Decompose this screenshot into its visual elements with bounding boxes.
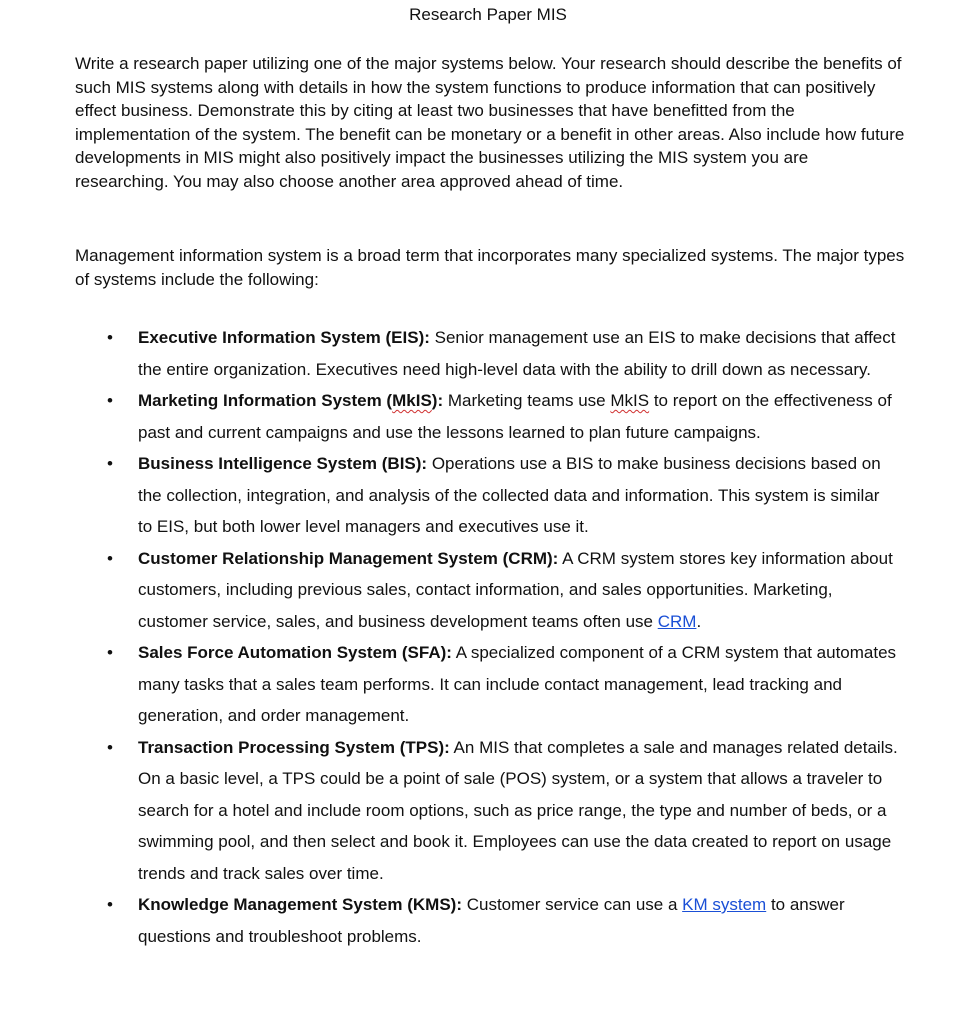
systems-list xyxy=(0,322,960,952)
crm-link[interactable]: CRM xyxy=(657,611,697,631)
system-name: Transaction Processing System (TPS): xyxy=(138,737,450,757)
list-item-mkis xyxy=(0,385,898,448)
system-name: Business Intelligence System (BIS): xyxy=(138,454,428,473)
system-description: A CRM system stores key information about customers, including previous sales, contact information, and sales opportunities. Marketing, customer service, sales, and business development teams often use CRM. xyxy=(138,548,893,631)
system-description: Customer service can use a KM system to answer questions and troubleshoot problems. xyxy=(138,895,845,946)
bullet: • xyxy=(107,895,113,914)
list-item-tps xyxy=(0,732,898,890)
spellcheck-flag[interactable]: MkIS xyxy=(392,391,432,410)
system-description: A specialized component of a CRM system that automates many tasks that a sales team performs. It can include contact management, lead tracking and generation, and order management. xyxy=(138,643,897,725)
lead-paragraph: Management information system is a broad term that incorporates many specialized systems. The major types of systems include the following: xyxy=(75,246,905,289)
bullet: • xyxy=(107,548,113,568)
bullet: • xyxy=(107,328,113,347)
bullet: • xyxy=(107,391,113,410)
system-name: Customer Relationship Management System (CRM): xyxy=(138,548,559,568)
km-system-link[interactable]: KM system xyxy=(682,895,767,914)
bullet: • xyxy=(107,454,113,473)
system-description: An MIS that completes a sale and manages related details. On a basic level, a TPS could be a point of sale (POS) system, or a system that allows a traveler to search for a hotel and include room options, such as price range, the type and number of beds, or a swimming pool, and then select and book it. Employees can use the data created to report on usage trends and track sales over time. xyxy=(138,737,898,883)
system-name: Sales Force Automation System (SFA): xyxy=(138,643,452,662)
assignment-paragraph: Write a research paper utilizing one of the major systems below. Your research should describe the benefits of such MIS systems along with details in how the system functions to produce information that can positively effect business. Demonstrate this by citing at least two businesses that have benefitted from the implementation of the system. The benefit can be monetary or a benefit in other areas. Also include how future developments in MIS might also positively impact the businesses utilizing the MIS system you are researching. You may also choose another area approved ahead of time. xyxy=(75,54,905,191)
system-description: Marketing teams use MkIS to report on the effectiveness of past and current campaigns and use the lessons learned to plan future campaigns. xyxy=(138,391,892,442)
system-name: Executive Information System (EIS): xyxy=(138,328,430,347)
list-item-bis xyxy=(0,448,898,543)
system-description: Senior management use an EIS to make decisions that affect the entire organization. Executives need high-level data with the ability to drill down as necessary. xyxy=(138,328,896,379)
bullet: • xyxy=(107,737,113,757)
system-description: Operations use a BIS to make business decisions based on the collection, integration, and analysis of the collected data and information. This system is similar to EIS, but both lower level managers and executives use it. xyxy=(138,454,881,536)
list-item-crm xyxy=(0,543,898,638)
list-item-eis xyxy=(0,322,898,385)
spellcheck-flag[interactable]: MkIS xyxy=(610,391,650,410)
system-name: Knowledge Management System (KMS): xyxy=(138,895,462,914)
bullet: • xyxy=(107,643,113,662)
document-title: Research Paper MIS xyxy=(409,5,567,24)
list-item-kms xyxy=(0,889,898,952)
system-name: Marketing Information System (MkIS): xyxy=(138,391,444,410)
list-item-sfa xyxy=(0,637,898,732)
